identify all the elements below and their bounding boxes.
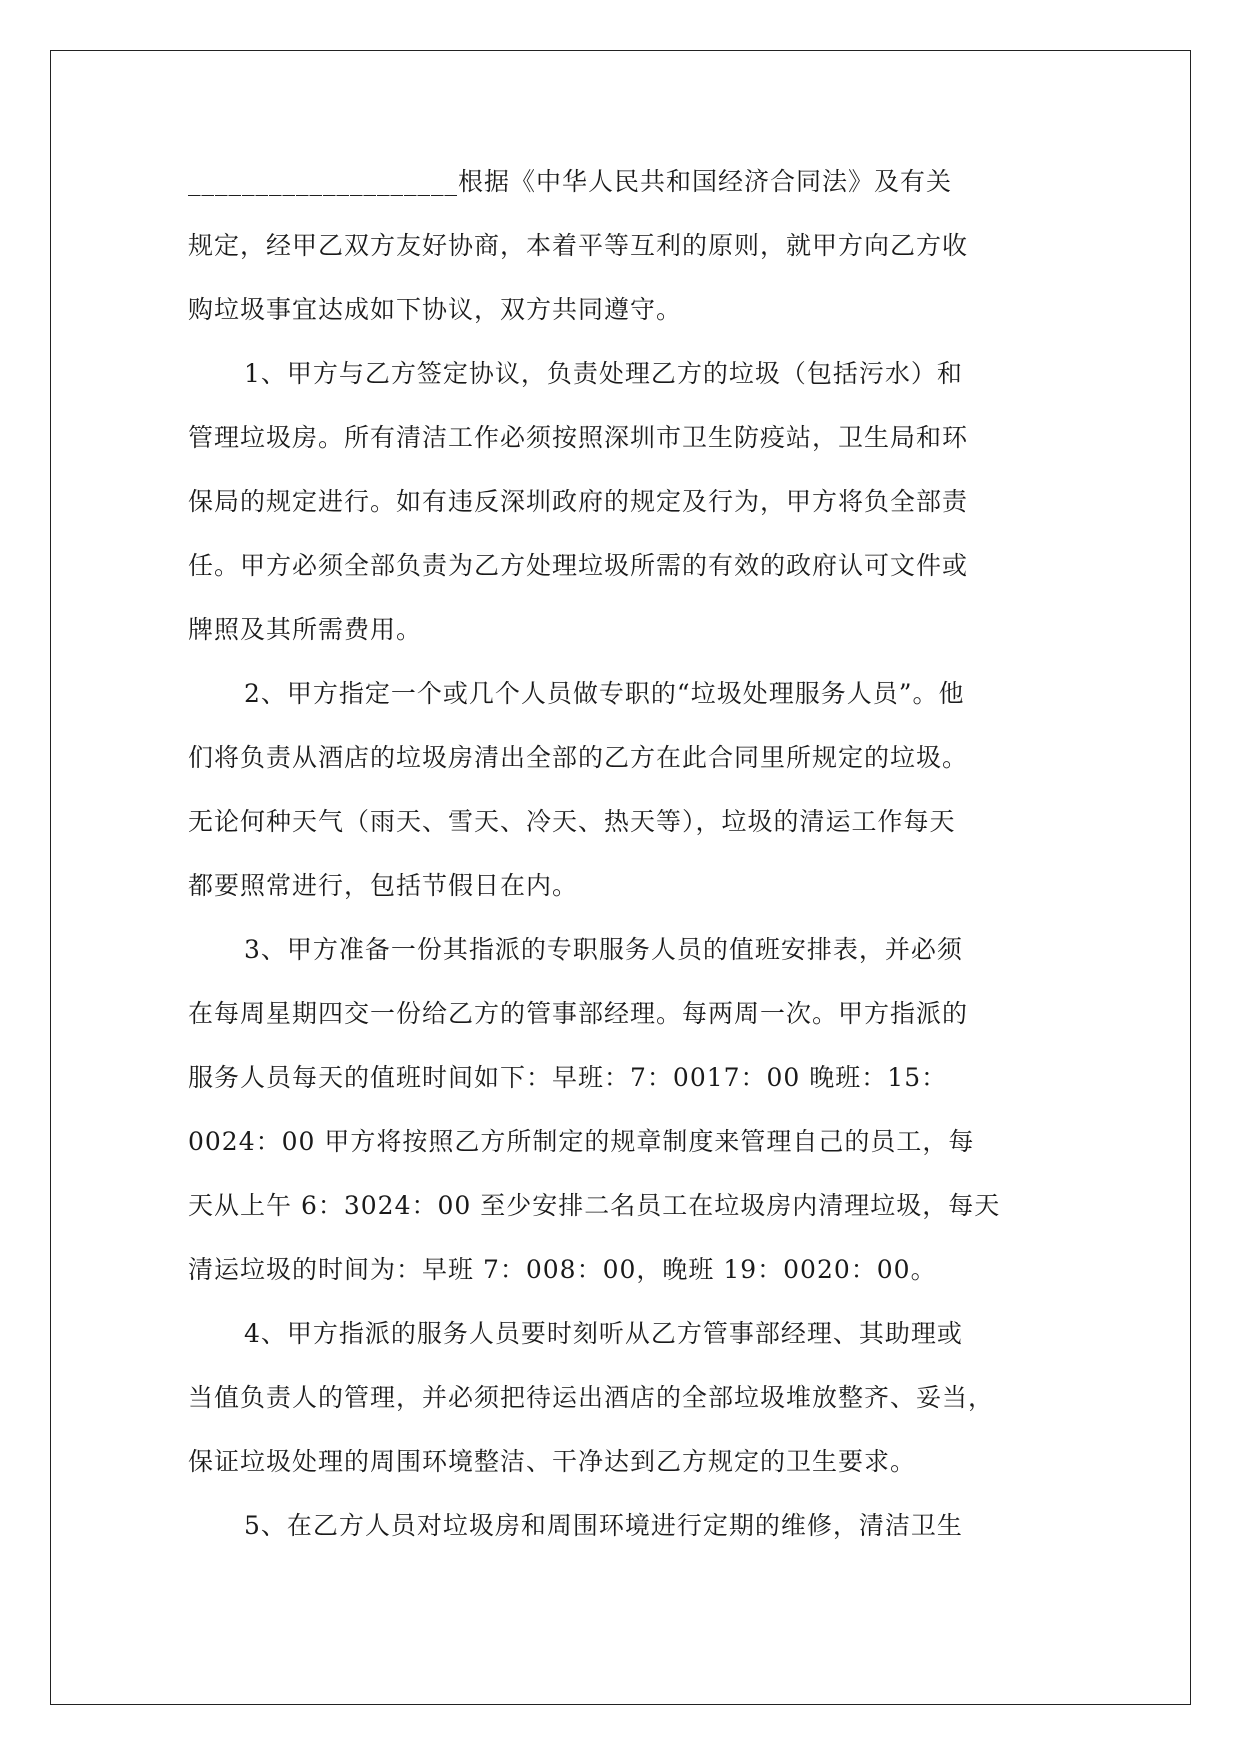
paragraph-line: 们将负责从酒店的垃圾房清出全部的乙方在此合同里所规定的垃圾。	[188, 743, 969, 772]
paragraph-line: 任。甲方必须全部负责为乙方处理垃圾所需的有效的政府认可文件或	[188, 551, 969, 580]
paragraph-line: 清运垃圾的时间为：早班 7：008：00，晚班 19：0020：00。	[188, 1255, 937, 1284]
paragraph-line: 服务人员每天的值班时间如下：早班：7：0017：00 晚班：15：	[188, 1063, 948, 1092]
paragraph-line: 规定，经甲乙双方友好协商，本着平等互利的原则，就甲方向乙方收	[188, 231, 969, 260]
paragraph-line: 购垃圾事宜达成如下协议，双方共同遵守。	[188, 295, 683, 324]
paragraph-line: ____________________根据《中华人民共和国经济合同法》及有关	[188, 167, 953, 196]
paragraph-line: 无论何种天气（雨天、雪天、冷天、热天等），垃圾的清运工作每天	[188, 807, 956, 836]
paragraph-line: 当值负责人的管理，并必须把待运出酒店的全部垃圾堆放整齐、妥当，	[188, 1383, 995, 1412]
clause-1-line: 1、甲方与乙方签定协议，负责处理乙方的垃圾（包括污水）和	[244, 359, 963, 388]
paragraph-line: 都要照常进行，包括节假日在内。	[188, 871, 579, 900]
clause-4-line: 4、甲方指派的服务人员要时刻听从乙方管事部经理、其助理或	[244, 1319, 963, 1348]
paragraph-line: 0024：00 甲方将按照乙方所制定的规章制度来管理自己的员工，每	[188, 1127, 975, 1156]
paragraph-line: 保局的规定进行。如有违反深圳政府的规定及行为，甲方将负全部责	[188, 487, 969, 516]
paragraph-line: 牌照及其所需费用。	[188, 615, 423, 644]
document-body	[188, 150, 1058, 1558]
paragraph-line: 在每周星期四交一份给乙方的管事部经理。每两周一次。甲方指派的	[188, 999, 969, 1028]
clause-3-line: 3、甲方准备一份其指派的专职服务人员的值班安排表，并必须	[244, 935, 963, 964]
clause-2-line: 2、甲方指定一个或几个人员做专职的“垃圾处理服务人员”。他	[244, 679, 965, 708]
clause-5-line: 5、在乙方人员对垃圾房和周围环境进行定期的维修，清洁卫生	[244, 1511, 963, 1540]
paragraph-line: 保证垃圾处理的周围环境整洁、干净达到乙方规定的卫生要求。	[188, 1447, 917, 1476]
paragraph-line: 天从上午 6：3024：00 至少安排二名员工在垃圾房内清理垃圾，每天	[188, 1191, 1001, 1220]
paragraph-line: 管理垃圾房。所有清洁工作必须按照深圳市卫生防疫站，卫生局和环	[188, 423, 969, 452]
